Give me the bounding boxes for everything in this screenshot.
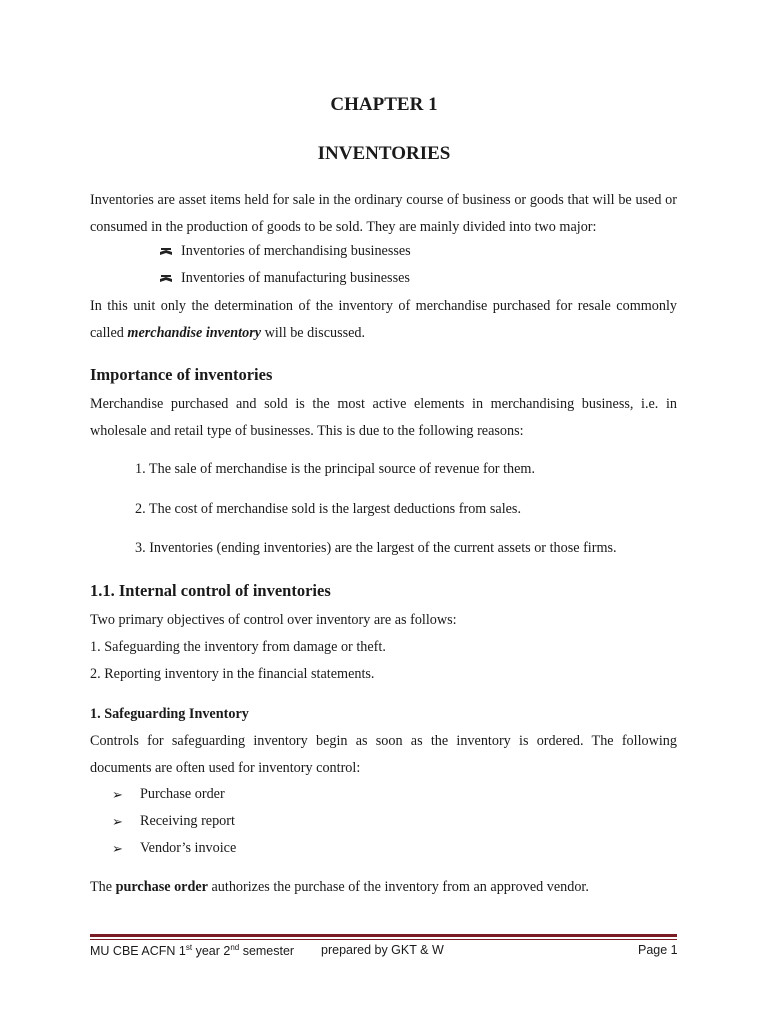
intro-bullet-text: Inventories of merchandising businesses xyxy=(181,243,411,259)
arrow-bullet-icon: ➢ xyxy=(112,813,123,829)
safeguarding-heading: 1. Safeguarding Inventory xyxy=(90,706,249,722)
internal-control-intro: Two primary objectives of control over inventory are as follows: xyxy=(90,612,457,628)
book-bullet-icon xyxy=(160,274,172,283)
list-item: 2. Reporting inventory in the financial statements. xyxy=(90,666,375,682)
purchase-order-before: The xyxy=(90,879,116,895)
importance-heading: Importance of inventories xyxy=(90,365,273,384)
chapter-label: CHAPTER 1 xyxy=(330,94,438,115)
chapter-title: INVENTORIES xyxy=(317,143,451,164)
document-item-text: Purchase order xyxy=(140,786,225,802)
list-item xyxy=(112,786,225,803)
footer-sup-st: st xyxy=(185,943,193,952)
purchase-order-after: authorizes the purchase of the inventory from an approved vendor. xyxy=(207,879,589,895)
document-item-text: Receiving report xyxy=(140,813,235,829)
merchandise-text-after: will be discussed. xyxy=(261,324,366,341)
arrow-bullet-icon: ➢ xyxy=(112,786,123,802)
intro-bullet-text: Inventories of manufacturing businesses xyxy=(181,270,410,286)
arrow-bullet-icon: ➢ xyxy=(112,840,123,856)
footer-course-prefix: MU CBE ACFN 1 xyxy=(90,944,186,958)
book-bullet-icon xyxy=(160,247,172,256)
list-item xyxy=(160,243,411,260)
footer-course-suffix: semester xyxy=(239,944,295,958)
purchase-order-sentence xyxy=(90,879,589,896)
footer-course-info xyxy=(90,943,294,958)
list-item: 1. Safeguarding the inventory from damage or theft. xyxy=(90,639,386,655)
internal-control-heading: 1.1. Internal control of inventories xyxy=(90,581,331,600)
footer-page-number: Page 1 xyxy=(638,943,678,957)
list-item: 2. The cost of merchandise sold is the largest deductions from sales. xyxy=(135,501,521,517)
footer-course-mid: year 2 xyxy=(192,944,231,958)
document-item-text: Vendor’s invoice xyxy=(140,840,237,856)
importance-paragraph: Merchandise purchased and sold is the most active elements in merchandising business, i.e. in wholesale and retail type of businesses. This is due to the following reasons: xyxy=(90,396,677,439)
footer-rule-thick xyxy=(90,934,677,937)
list-item: 3. Inventories (ending inventories) are the largest of the current assets or those firms. xyxy=(135,540,617,556)
list-item: 1. The sale of merchandise is the principal source of revenue for them. xyxy=(135,461,535,477)
intro-paragraph: Inventories are asset items held for sale in the ordinary course of business or goods that will be used or consumed in the production of goods to be sold. They are mainly divided into two major: xyxy=(90,192,677,235)
list-item xyxy=(160,270,410,287)
list-item xyxy=(112,813,235,830)
list-item xyxy=(112,840,236,857)
merchandise-emphasis: merchandise inventory xyxy=(127,324,262,341)
merchandise-text-before: In this unit only the determination of the inventory of merchandise purchased for resale commonly called xyxy=(90,298,677,341)
footer-sup-nd: nd xyxy=(230,943,240,952)
footer-rule-thin xyxy=(90,939,677,940)
purchase-order-bold: purchase order xyxy=(115,879,208,895)
merchandise-paragraph xyxy=(90,293,677,346)
safeguarding-paragraph: Controls for safeguarding inventory begin as soon as the inventory is ordered. The following documents are often used for inventory control: xyxy=(90,733,677,776)
footer-author: prepared by GKT & W xyxy=(321,943,444,957)
